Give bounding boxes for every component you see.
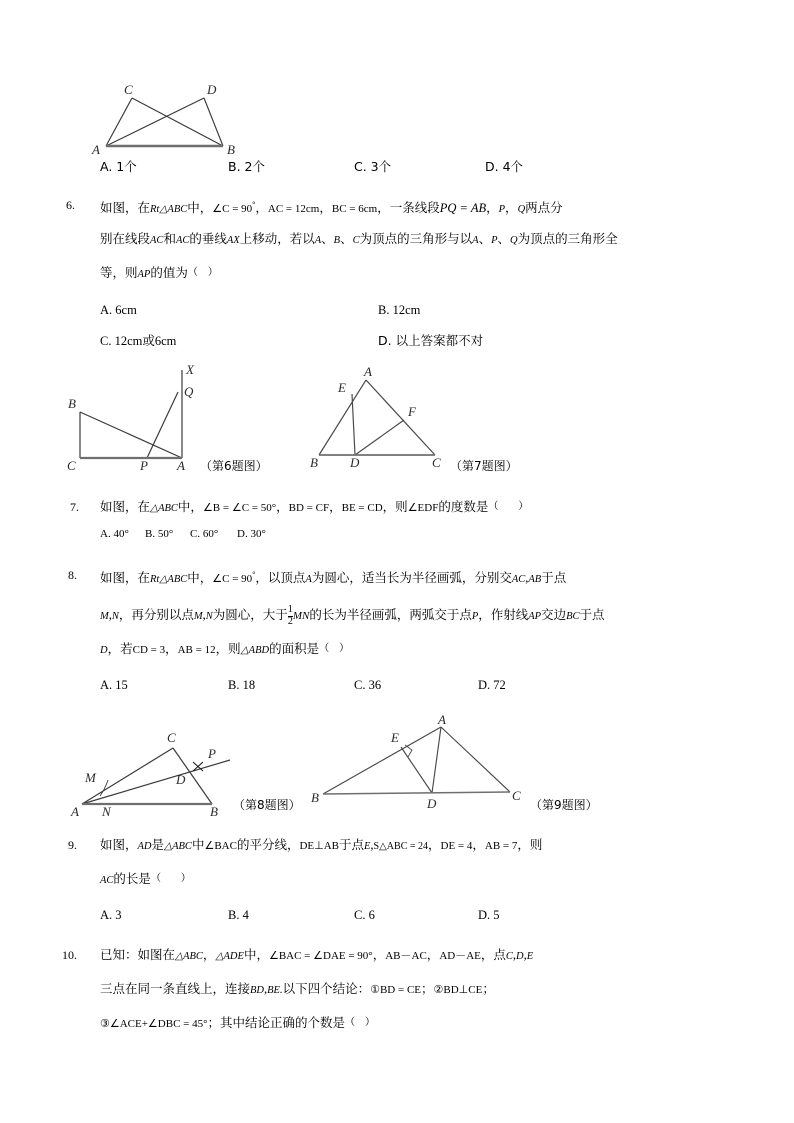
q8-frac-denominator: 2: [287, 615, 293, 627]
q6-l3-m1: AP: [137, 269, 151, 280]
q6-l2-t1: 别在线段: [100, 231, 151, 246]
figure-8-label-B: B: [210, 804, 218, 819]
figure-7-label-F: F: [408, 404, 416, 419]
q8-option-c-label: C. 36: [354, 678, 382, 692]
q6-l1-t2: 中，: [187, 200, 213, 216]
figure-9-label-C: C: [512, 788, 521, 803]
q8-option-b-label: B. 18: [228, 678, 256, 692]
q10-l2-t2: ,: [264, 982, 268, 996]
q8-l2-t1: ,: [108, 608, 112, 622]
q6-l2-m2: AC: [175, 235, 190, 246]
figure-8-label-M: M: [85, 770, 96, 785]
q9-option-a-label: A. 3: [100, 908, 122, 922]
q9-line-1: [100, 830, 542, 862]
q10-l1-t4: ，: [372, 947, 386, 962]
q8-l3-paren: （ ）: [319, 643, 350, 654]
q8-l2-m5: MN: [292, 610, 310, 622]
figure-7-label-D: D: [350, 455, 360, 470]
figure-9-label-B: B: [311, 790, 319, 805]
q10-l1-m8: E: [526, 951, 534, 962]
figure-7-diagram: [310, 362, 470, 474]
q9-l2-m1: AC: [100, 875, 114, 886]
q6-l1-m2sup: °: [252, 200, 256, 209]
q8-l3-t1: ，若: [107, 641, 133, 656]
q9-l1-t7: ，: [428, 837, 441, 852]
figure-8-label-D: D: [176, 772, 186, 787]
q10-l1-t3: 中，: [243, 947, 269, 962]
q8-l2-t5: 的长为半径画弧，两弧交于点: [309, 607, 472, 622]
q7-l1-m2: ∠B = ∠C = 50°: [202, 502, 277, 514]
q8-l2-t2: ，再分别以点: [118, 607, 194, 622]
q9-number: 9.: [68, 838, 77, 852]
q6-l2-t7: 为顶点的三角形与以: [359, 231, 473, 246]
q6-l1-t7: ，: [505, 200, 518, 216]
figure-6-label-Q: Q: [184, 384, 194, 399]
q6-number: 6.: [66, 198, 75, 212]
q7-option-c[interactable]: [190, 526, 218, 541]
q6-option-b[interactable]: [378, 303, 420, 318]
q6-l1-m6: P: [498, 204, 506, 216]
q5-option-d[interactable]: [485, 157, 523, 175]
q6-l1-t1: 如图，在: [100, 200, 151, 216]
q10-l1-t1: 已知：如图在: [100, 947, 176, 962]
q8-l1-m5: AB: [528, 574, 542, 586]
q6-l3-paren: （ ）: [187, 267, 218, 278]
q7-option-d-label: D. 30°: [237, 528, 266, 540]
q9-l1-t6: ,: [370, 838, 374, 852]
q8-line-2: [100, 600, 605, 632]
q6-option-c[interactable]: [100, 331, 176, 349]
q6-l1-m7: Q: [517, 204, 526, 216]
q10-l1-t2: ，: [202, 947, 216, 962]
q7-l1-m1: △ABC: [150, 503, 178, 514]
q8-l1-t4: 为圆心，适当长为半径画弧，分别交: [311, 570, 512, 586]
q9-l1-t5: 于点: [338, 837, 364, 852]
q7-number: 7.: [70, 500, 79, 514]
q6-l1-t6: ，: [486, 200, 499, 216]
q10-l1-m5: AD－AE: [439, 950, 481, 962]
figure-6-caption: （第6题图）: [200, 459, 268, 473]
q6-l1-m4: BC = 6cm: [331, 203, 378, 216]
q10-l3-paren: （ ）: [345, 1017, 376, 1028]
q10-l1-m1: △ABC: [175, 951, 203, 962]
q7-l1-t1: 如图，在: [100, 499, 151, 514]
q7-option-d[interactable]: [237, 526, 266, 541]
q5-option-b-label: B. 2个: [228, 159, 265, 174]
q9-option-c[interactable]: [354, 908, 375, 923]
q6-option-a-label: A. 6cm: [100, 303, 137, 317]
q5-option-b[interactable]: [228, 157, 265, 175]
q6-l2-t2: 和: [163, 231, 176, 246]
q8-l1-t2: 中，: [187, 570, 213, 586]
q10-l2-t3: 以下四个结论：: [282, 981, 371, 996]
q6-option-b-label: B. 12cm: [378, 303, 421, 317]
figure-8-diagram: [70, 716, 245, 821]
q10-l2-m1: BD: [250, 985, 265, 996]
q10-l2-t5: ；: [482, 981, 495, 996]
q10-l1-t5: ，: [426, 947, 440, 962]
q8-option-d[interactable]: [478, 678, 506, 693]
q6-l2-m9: Q: [510, 235, 518, 246]
q10-l2-m4: ②BD⊥CE: [433, 984, 483, 996]
q9-l1-m8: AB = 7: [484, 840, 518, 852]
q6-l3-t1: 等，则: [100, 265, 138, 280]
q9-option-c-label: C. 6: [354, 908, 375, 922]
q8-line-3: [100, 634, 349, 666]
q8-option-b[interactable]: [228, 678, 255, 693]
q10-l2-m3: ①BD = CE: [370, 984, 422, 996]
figure-9-label-D: D: [427, 796, 437, 811]
q9-option-d[interactable]: [478, 908, 500, 923]
q8-l1-t5: ,: [525, 571, 529, 586]
q9-l1-t9: ，则: [517, 837, 543, 852]
q8-l2-m6: P: [471, 611, 479, 622]
q5-option-a[interactable]: [100, 157, 137, 175]
q8-l3-t4: 的面积是: [269, 641, 320, 656]
q10-l1-m7: D: [516, 951, 524, 962]
q8-option-a-label: A. 15: [100, 678, 128, 692]
q8-l2-t3: ,: [202, 608, 206, 622]
q8-l2-t4: 为圆心，大于: [212, 607, 288, 622]
figure-top-label-B: B: [227, 142, 235, 157]
q6-l2-t9: 、: [497, 231, 511, 246]
q6-l1-m2: ∠C = 90: [212, 203, 253, 216]
q8-l1-t1: 如图，在: [100, 570, 151, 586]
q6-line-2: [100, 224, 618, 256]
figure-9-label-A: A: [438, 714, 446, 727]
q7-option-a-label: A. 40°: [100, 528, 129, 540]
figure-top-triangle: [88, 84, 248, 160]
q7-l1-m3: BD = CF: [288, 502, 330, 514]
q9-l1-m4: DE⊥AB: [299, 840, 339, 852]
q8-l2-m4: N: [205, 611, 213, 622]
q8-l2-m1: M: [100, 611, 109, 622]
q6-l2-m8: P: [491, 235, 498, 246]
q8-l1-t3: ，以顶点: [255, 570, 306, 586]
q8-frac-numerator: 1: [287, 604, 293, 615]
q9-option-b[interactable]: [228, 908, 249, 923]
q6-l2-t4: 上移动，若以: [239, 231, 315, 246]
figure-8-caption: （第8题图）: [233, 798, 301, 812]
figure-8-label-N: N: [102, 804, 111, 819]
q6-l1-t8: 两点分: [525, 200, 563, 216]
figure-top-label-D: D: [207, 84, 217, 97]
q7-option-b[interactable]: [145, 526, 173, 541]
figure-6-label-X: X: [186, 362, 194, 377]
q6-l2-m3: AX: [226, 235, 240, 246]
figure-7-label-E: E: [338, 380, 346, 395]
q8-option-c[interactable]: [354, 678, 381, 693]
q10-l1-m2: △ADE: [215, 951, 244, 962]
figure-7-caption: （第7题图）: [450, 459, 518, 473]
q8-l2-m8: BC: [566, 611, 580, 622]
q8-l2-t8: 于点: [579, 607, 605, 622]
q6-l1-t5: ，一条线段: [377, 200, 440, 216]
q8-option-d-label: D. 72: [478, 678, 506, 692]
q9-l1-m7: DE = 4: [440, 840, 473, 852]
q6-option-d[interactable]: [378, 331, 483, 349]
q5-option-d-label: D. 4个: [485, 159, 524, 174]
q6-l2-t5: 、: [321, 231, 334, 246]
q8-l3-m2: CD = 3: [132, 644, 166, 656]
figure-7-label-B: B: [310, 455, 318, 470]
q6-option-d-label: D. 以上答案都不对: [378, 333, 484, 348]
q5-option-c-label: C. 3个: [354, 159, 392, 174]
q8-l3-t2: ，: [165, 641, 178, 656]
figure-6-label-C: C: [67, 458, 76, 473]
q9-l2-t1: 的长是: [113, 871, 151, 886]
q10-l3-m1: ③∠ACE+∠DBC = 45°: [100, 1018, 208, 1030]
q9-l1-m6: S△ABC = 24: [373, 841, 428, 852]
figure-6-label-P: P: [140, 458, 148, 473]
q7-option-a[interactable]: [100, 526, 129, 541]
q8-l1-m3: A: [305, 574, 312, 586]
figure-8-label-A: A: [71, 804, 79, 819]
q9-l1-t8: ，: [472, 837, 485, 852]
q8-l1-t6: 于点: [541, 570, 567, 586]
q8-l1-m4: AC: [511, 574, 526, 586]
q6-l2-m5: B: [333, 235, 341, 246]
q10-l1-m4: AB－AC: [385, 950, 427, 962]
q8-l3-t3: ，则: [215, 641, 241, 656]
figure-9-diagram: [305, 714, 525, 814]
q9-l1-m1: AD: [137, 841, 152, 852]
q10-l1-m3: ∠BAC = ∠DAE = 90°: [268, 950, 373, 962]
q6-l2-t10: 为顶点的三角形全: [517, 231, 618, 246]
q6-option-c-label: C. 12cm或6cm: [100, 334, 177, 348]
q10-l2-t1: 三点在同一条直线上，连接: [100, 981, 251, 996]
q8-option-a[interactable]: [100, 678, 128, 693]
q6-line-1: [100, 190, 563, 225]
q6-l1-t4: ，: [319, 200, 332, 216]
q8-l2-m7: AP: [528, 611, 542, 622]
q6-l2-t8: 、: [478, 231, 492, 246]
q6-l1-m3: AC = 12cm: [267, 203, 320, 216]
q9-l1-t1: 如图，: [100, 837, 138, 852]
q7-line-1: [100, 492, 528, 524]
q9-line-2: [100, 864, 191, 896]
q7-l1-t5: ，则: [382, 499, 408, 514]
q6-line-3: [100, 258, 218, 290]
q8-l3-m3: AB = 12: [177, 644, 216, 656]
q6-l1-t3: ，: [255, 200, 268, 216]
figure-9-caption: （第9题图）: [530, 798, 598, 812]
figure-7-label-C: C: [432, 455, 441, 470]
q7-l1-m5: ∠EDF: [407, 502, 439, 514]
q7-option-b-label: B. 50°: [145, 528, 174, 540]
figure-7-label-A: A: [364, 364, 372, 379]
q10-l1-t6: ，点: [480, 947, 506, 962]
q6-option-a[interactable]: [100, 303, 137, 318]
q9-l1-m2: △ABC: [164, 841, 192, 852]
q7-l1-m4: BE = CD: [341, 502, 383, 514]
figure-top-label-C: C: [124, 84, 133, 97]
q8-l2-m2: N: [111, 611, 119, 622]
q6-l2-m1: AC: [150, 235, 164, 246]
figure-8-label-P: P: [208, 746, 216, 761]
q10-l2-t4: ；: [421, 981, 434, 996]
q10-line-1: [100, 940, 533, 972]
q10-line-3: [100, 1008, 375, 1039]
q6-l2-m7: A: [472, 235, 479, 246]
q5-option-c[interactable]: [354, 157, 391, 175]
q7-l1-t3: ，: [276, 499, 289, 514]
q8-l3-m4: △ABD: [240, 645, 270, 656]
q9-l1-m3: ∠BAC: [204, 840, 237, 852]
q6-l1-m5: PQ = AB: [439, 201, 487, 216]
q10-l2-m2: BE.: [267, 985, 283, 996]
q10-line-2: [100, 974, 495, 1006]
q9-option-a[interactable]: [100, 908, 122, 923]
q9-l2-paren: （ ）: [150, 873, 191, 884]
q8-l2-t6: ，作射线: [478, 607, 529, 622]
q9-l1-m5: E: [364, 841, 371, 852]
q8-l1-m1: Rt△ABC: [150, 574, 188, 586]
q8-l1-m2: ∠C = 90: [212, 573, 253, 586]
q8-l1-m2sup: °: [252, 570, 256, 579]
figure-6-label-A: A: [177, 458, 185, 473]
q8-l3-m1: D: [100, 645, 108, 656]
q8-l2-m3: M: [193, 611, 203, 622]
q7-l1-t4: ，: [329, 499, 342, 514]
q7-l1-t6: 的度数是: [438, 499, 489, 514]
q6-l2-m6: C: [352, 235, 360, 246]
q10-l1-t7: ,: [512, 948, 517, 962]
q5-option-a-label: A. 1个: [100, 159, 137, 174]
q10-l1-t8: ,: [523, 948, 527, 962]
q10-l1-m6: C: [505, 951, 513, 962]
q6-l2-m4: A: [314, 235, 322, 246]
q10-number: 10.: [62, 948, 77, 962]
q6-l3-t2: 的值为: [150, 265, 188, 280]
q8-number: 8.: [68, 568, 77, 582]
q9-option-d-label: D. 5: [478, 908, 500, 922]
q9-option-b-label: B. 4: [228, 908, 249, 922]
q9-l1-t2: 是: [151, 837, 165, 852]
q6-l2-t3: 的垂线: [189, 231, 227, 246]
figure-9-label-E: E: [391, 730, 399, 745]
q6-l1-m1: Rt△ABC: [150, 204, 188, 216]
q8-line-1: [100, 560, 566, 595]
figure-8-label-C: C: [167, 730, 176, 745]
q6-l2-t6: 、: [340, 231, 353, 246]
q7-l1-t2: 中，: [177, 499, 203, 514]
q7-l1-paren: （ ）: [488, 501, 529, 512]
figure-top-label-A: A: [92, 142, 100, 157]
figure-6-label-B: B: [68, 396, 76, 411]
q9-l1-t4: 的平分线，: [236, 837, 300, 852]
q10-l3-t1: ；其中结论正确的个数是: [207, 1015, 346, 1030]
q8-l2-t7: 交边: [541, 607, 567, 622]
q7-option-c-label: C. 60°: [190, 528, 219, 540]
q9-l1-t3: 中: [191, 837, 205, 852]
